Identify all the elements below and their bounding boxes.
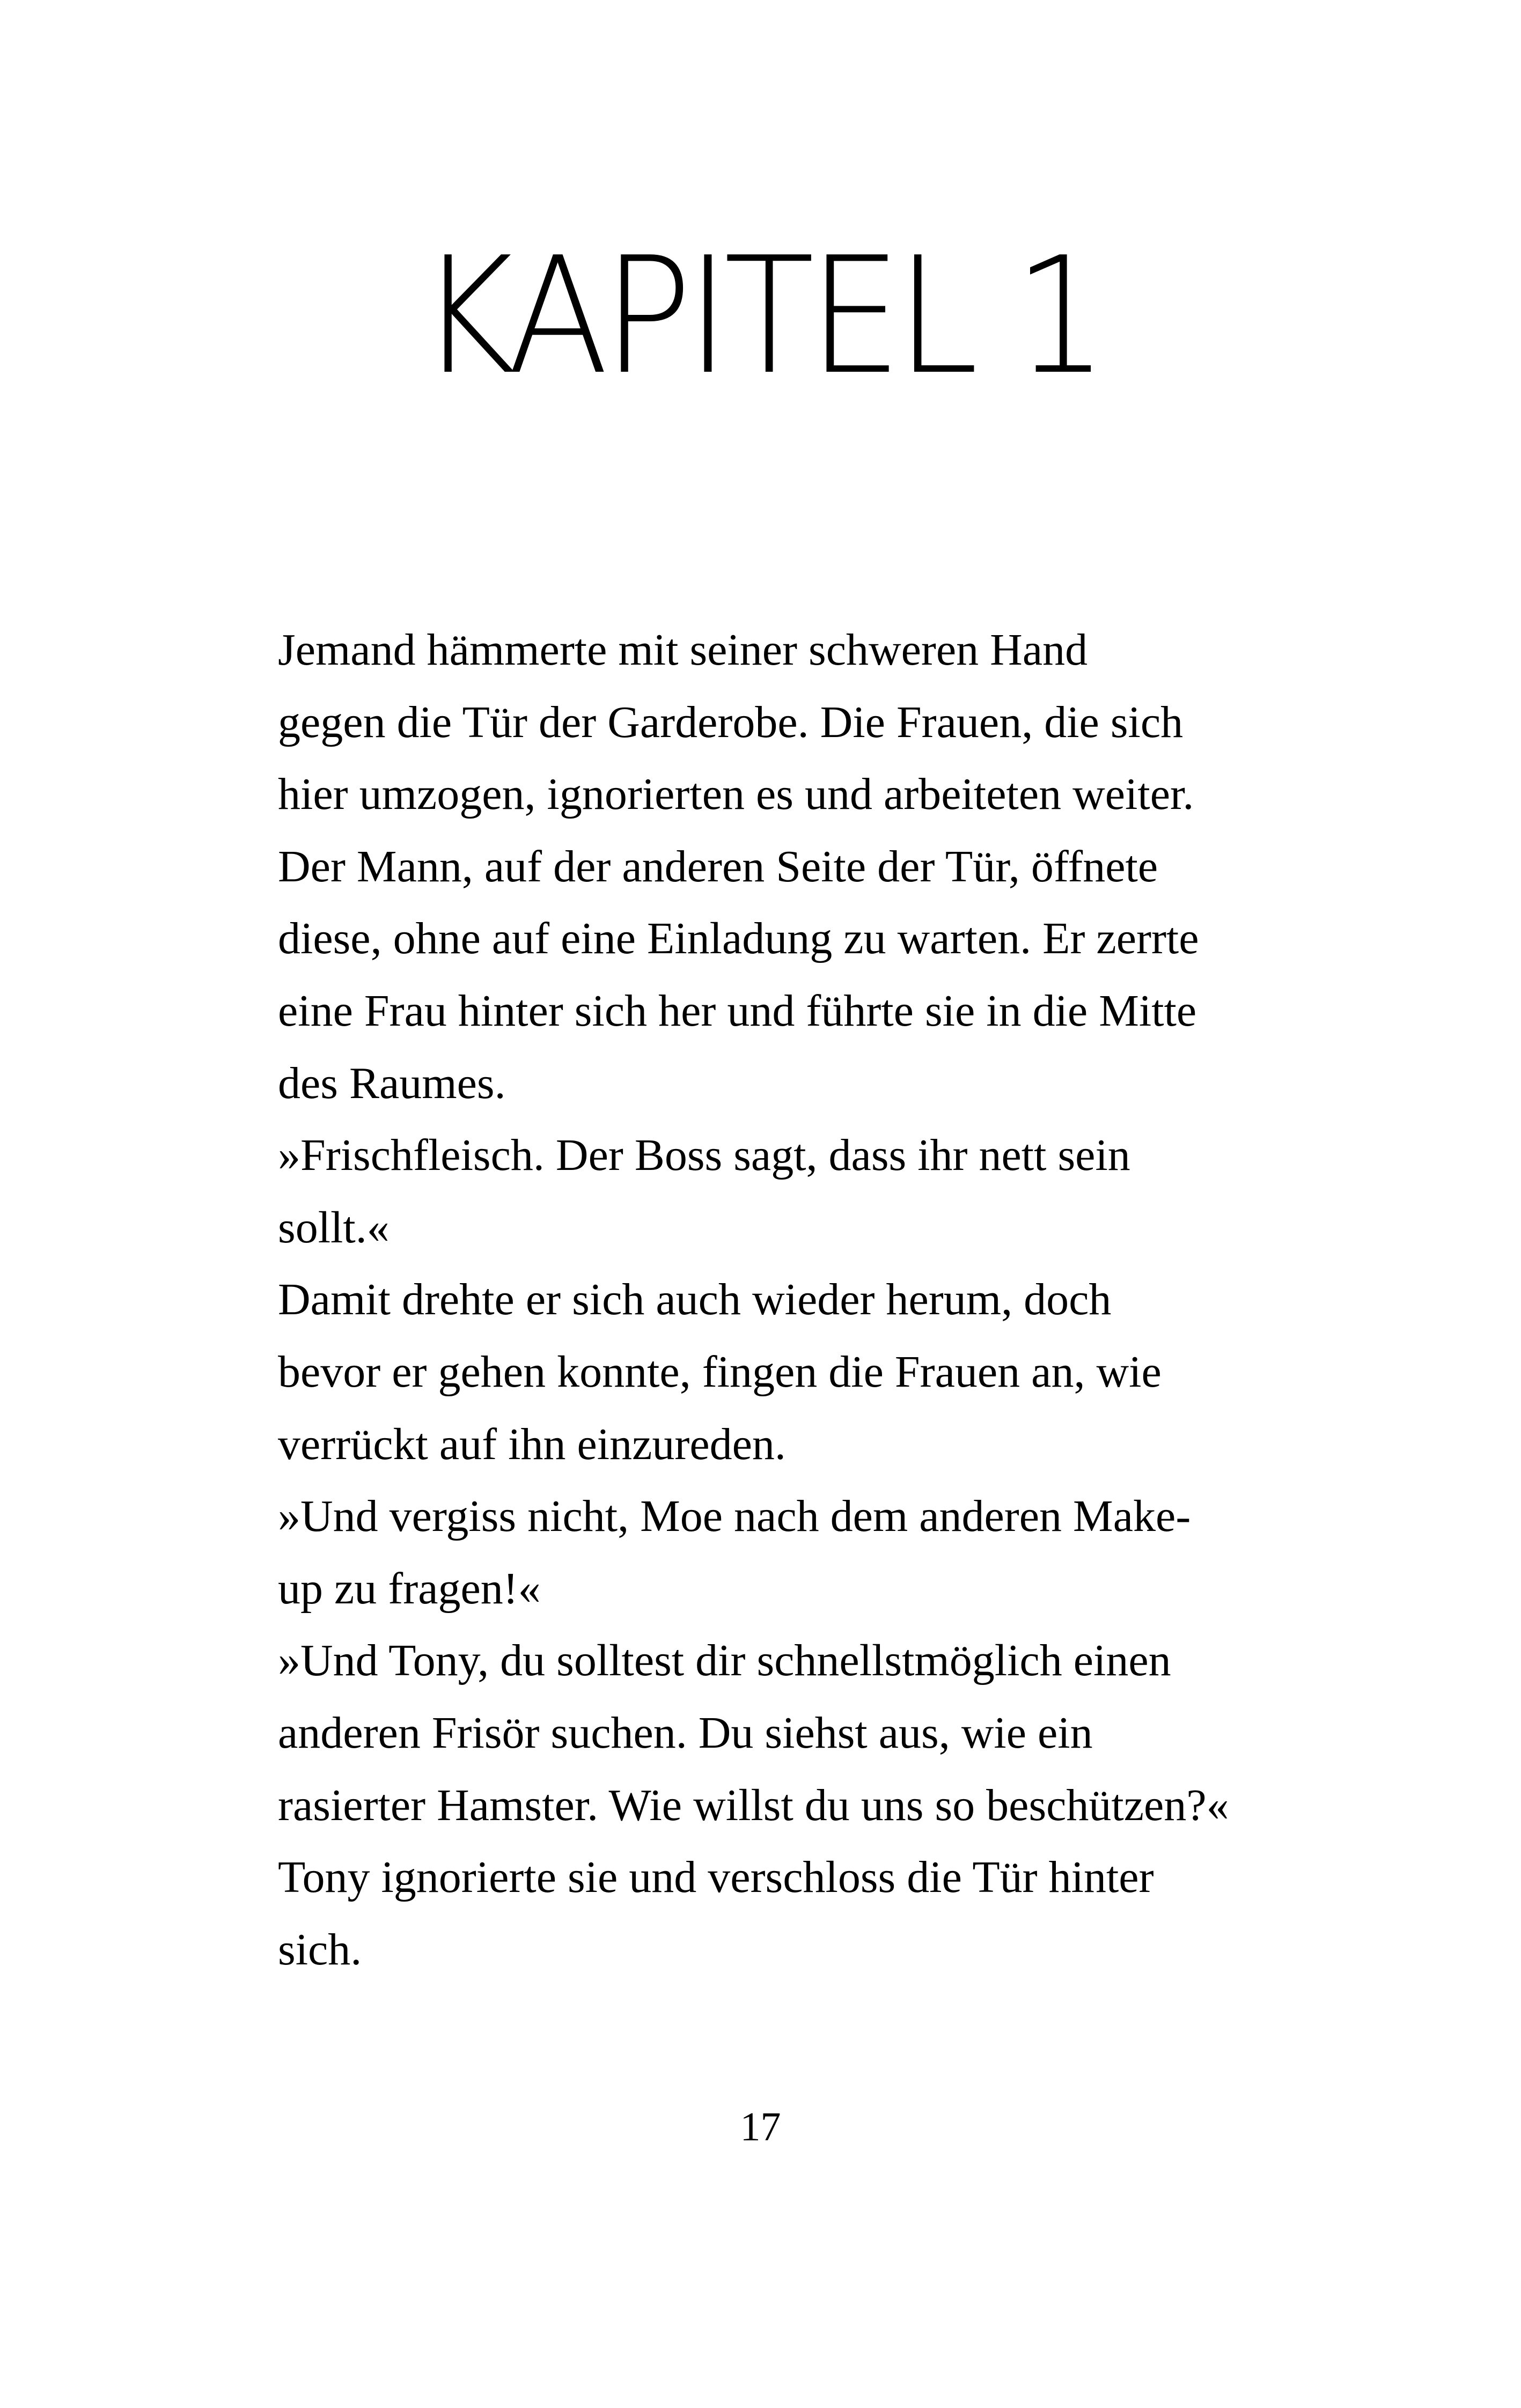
text-line: sollt.« [278, 1202, 390, 1253]
text-line: bevor er gehen konnte, fingen die Frauen an, wie [278, 1346, 1162, 1397]
chapter-title: KAPITEL 1 [418, 223, 1103, 410]
text-line: eine Frau hinter sich her und führte sie in die Mitte [278, 985, 1197, 1036]
text-line: verrückt auf ihn einzureden. [278, 1419, 786, 1469]
paragraph [214, 1625, 1329, 1842]
text-line: sich. [278, 1924, 362, 1975]
text-line: up zu fragen!« [278, 1563, 541, 1614]
text-line: gegen die Tür der Garderobe. Die Frauen, die sich [278, 697, 1184, 747]
text-line: Damit drehte er sich auch wieder herum, doch [278, 1275, 1112, 1325]
text-line: anderen Frisör suchen. Du siehst aus, wie ein [278, 1707, 1093, 1758]
text-line: »Frischfleisch. Der Boss sagt, dass ihr nett sein [278, 1130, 1130, 1181]
paragraph [214, 1481, 1329, 1625]
paragraph [214, 1120, 1329, 1264]
chapter-body [214, 614, 1329, 1986]
text-line: »Und vergiss nicht, Moe nach dem anderen Make- [278, 1491, 1191, 1542]
paragraph [214, 1264, 1329, 1481]
text-line: Tony ignorierte sie und verschloss die Tür hinter [278, 1852, 1154, 1903]
paragraph [214, 1842, 1329, 1986]
paragraph [214, 614, 1329, 1120]
page-number: 17 [740, 2104, 781, 2149]
text-line: hier umzogen, ignorierten es und arbeiteten weiter. [278, 769, 1194, 820]
text-line: Jemand hämmerte mit seiner schweren Hand [278, 625, 1088, 675]
text-line: diese, ohne auf eine Einladung zu warten. Er zerrte [278, 914, 1199, 964]
text-line: des Raumes. [278, 1058, 506, 1108]
text-line: rasierter Hamster. Wie willst du uns so beschützen?« [278, 1780, 1229, 1830]
text-line: »Und Tony, du solltest dir schnellstmöglich einen [278, 1636, 1171, 1686]
text-line: Der Mann, auf der anderen Seite der Tür, öffnete [278, 841, 1158, 892]
